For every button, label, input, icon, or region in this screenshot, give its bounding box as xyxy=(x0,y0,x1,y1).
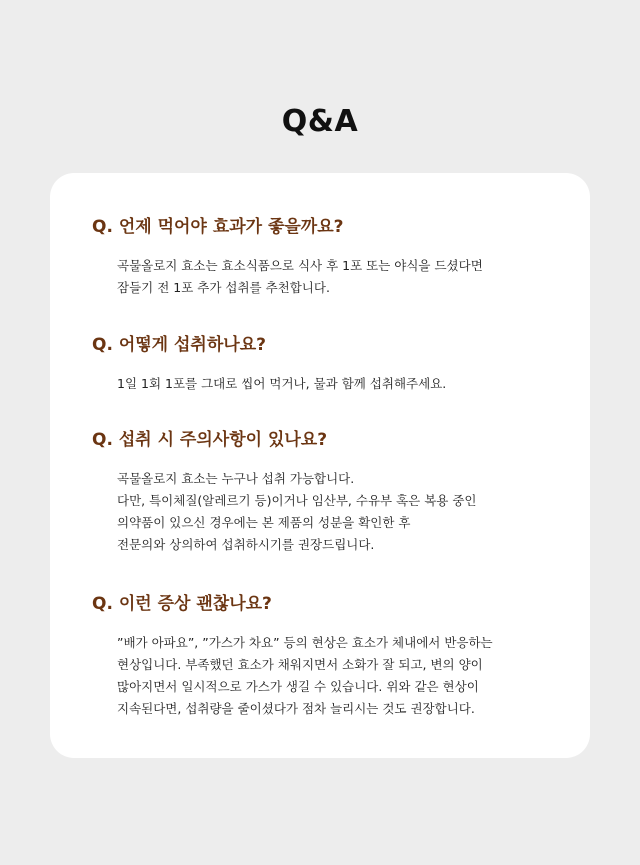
answer-line: 곡물올로지 효소는 누구나 섭취 가능합니다. xyxy=(117,471,355,486)
question-text: Q. 어떻게 섭취하나요? xyxy=(92,335,266,355)
qa-item-when-to-take xyxy=(92,216,552,299)
answer-text xyxy=(117,255,552,299)
qa-item-symptoms xyxy=(92,593,552,720)
answer-line: 전문의와 상의하여 섭취하시기를 권장드립니다. xyxy=(117,537,375,552)
answer-text xyxy=(117,632,552,720)
qa-card xyxy=(50,173,590,758)
question-text: Q. 언제 먹어야 효과가 좋을까요? xyxy=(92,217,344,237)
answer-line: ”배가 아파요”, ”가스가 차요” 등의 현상은 효소가 체내에서 반응하는 xyxy=(117,635,493,650)
answer-line: 곡물올로지 효소는 효소식품으로 식사 후 1포 또는 야식을 드셨다면 xyxy=(117,258,483,273)
qa-item-how-to-take xyxy=(92,334,552,395)
answer-line: 잠들기 전 1포 추가 섭취를 추천합니다. xyxy=(117,280,330,295)
answer-line: 현상입니다. 부족했던 효소가 채워지면서 소화가 잘 되고, 변의 양이 xyxy=(117,657,483,672)
answer-line: 많아지면서 일시적으로 가스가 생길 수 있습니다. 위와 같은 현상이 xyxy=(117,679,479,694)
answer-text xyxy=(117,468,552,556)
answer-text xyxy=(117,373,552,395)
question-text: Q. 이런 증상 괜찮나요? xyxy=(92,594,272,614)
qa-item-precautions xyxy=(92,429,552,556)
question-text: Q. 섭취 시 주의사항이 있나요? xyxy=(92,430,328,450)
answer-line: 다만, 특이체질(알레르기 등)이거나 임산부, 수유부 혹은 복용 중인 xyxy=(117,493,477,508)
answer-line: 1일 1회 1포를 그대로 씹어 먹거나, 물과 함께 섭취해주세요. xyxy=(117,376,447,391)
answer-line: 의약품이 있으신 경우에는 본 제품의 성분을 확인한 후 xyxy=(117,515,411,530)
answer-line: 지속된다면, 섭취량을 줄이셨다가 점차 늘리시는 것도 권장합니다. xyxy=(117,701,475,716)
page-title: Q&A xyxy=(281,104,359,139)
